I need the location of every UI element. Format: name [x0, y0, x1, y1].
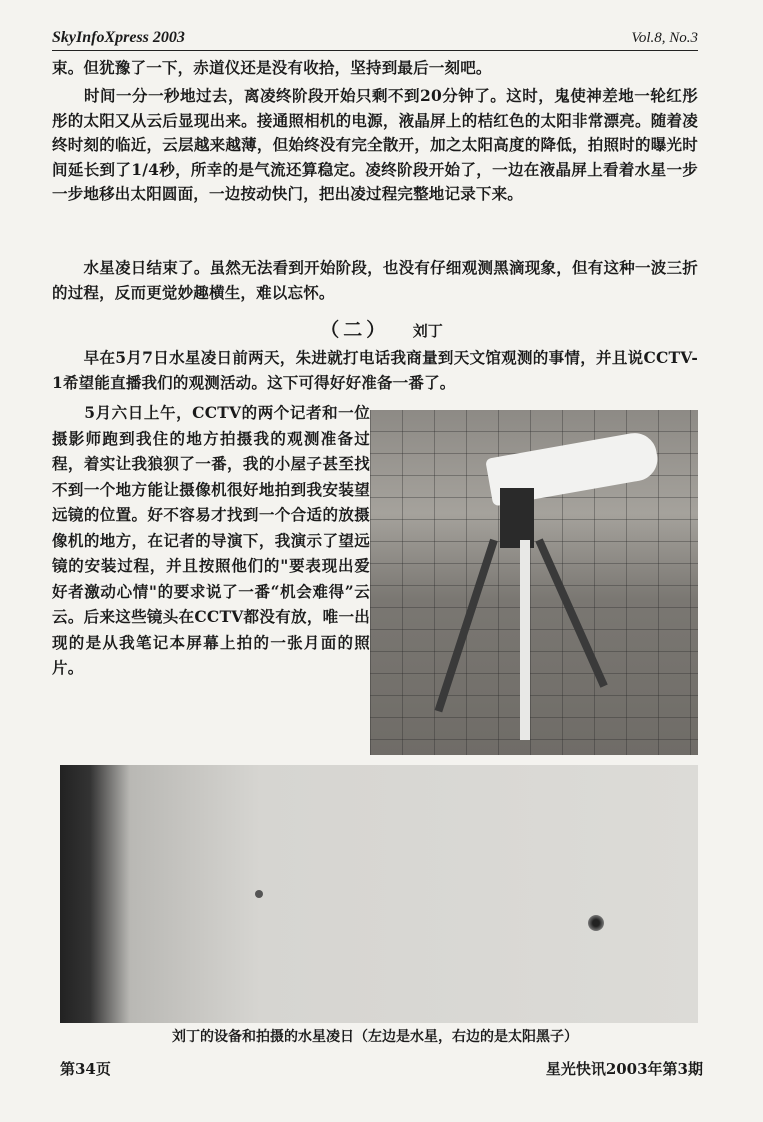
sunspot: [588, 915, 604, 931]
telescope-photo: [370, 410, 698, 755]
mercury-disk: [255, 890, 263, 898]
paragraph-1: 束。但犹豫了一下，赤道仪还是没有收拾，坚持到最后一刻吧。: [52, 58, 492, 77]
tripod-leg: [520, 540, 530, 740]
section-author: 刘丁: [412, 322, 443, 340]
paragraph-2: 时间一分一秒地过去，离凌终阶段开始只剩不到20分钟了。这时，鬼使神差地一轮红彤彤的太阳又从云后显现出来。接通照相机的电源，液晶屏上的桔红色的太阳非常漂亮。随着凌终时刻的临近，云层越来越薄，但始终没有完全散开，加之太阳高度的降低，拍照时的曝光时间延长到了1/4秒，所幸的是气流还算稳定。凌终阶段开始了，一边在液晶屏上看着水星一步一步地移出太阳圆面，一边按动快门，把出凌过程完整地记录下来。: [52, 86, 698, 203]
mercury-transit-photo: [60, 765, 698, 1023]
equatorial-mount: [500, 488, 534, 548]
figure-caption: 刘丁的设备和拍摄的水星凌日（左边是水星，右边的是太阳黑子）: [172, 1029, 578, 1045]
issue-footer: 星光快讯2003年第3期: [545, 1060, 703, 1078]
volume-issue: Vol.8, No.3: [631, 30, 698, 46]
paragraph-intro: 早在5月7日水星凌日前两天，朱进就打电话我商量到天文馆观测的事情，并且说CCTV-1希望能直播我们的观测活动。这下可得好好准备一番了。: [52, 348, 698, 392]
paragraph-3: 水星凌日结束了。虽然无法看到开始阶段，也没有仔细观测黑滴现象，但有这种一波三折的过程，反而更觉妙趣横生，难以忘怀。: [52, 258, 698, 302]
paragraph-side: 5月六日上午，CCTV的两个记者和一位摄影师跑到我住的地方拍摄我的观测准备过程，着实让我狼狈了一番，我的小屋子甚至找不到一个地方能让摄像机很好地拍到我安装望远镜的位置。好不容易才找到一个合适的放摄像机的地方，在记者的导演下，我演示了望远镜的安装过程，并且按照他们的"要表现出爱好者激动心情"的要求说了一番“机会难得”云云。后来这些镜头在CCTV都没有放，唯一出现的是从我笔记本屏幕上拍的一张月面的照片。: [52, 403, 370, 677]
journal-title: SkyInfoXpress 2003: [52, 29, 185, 46]
running-header: [52, 28, 698, 51]
section-number: （二）: [320, 319, 390, 341]
section-heading: [0, 315, 763, 342]
page-number: 第34页: [60, 1060, 111, 1078]
